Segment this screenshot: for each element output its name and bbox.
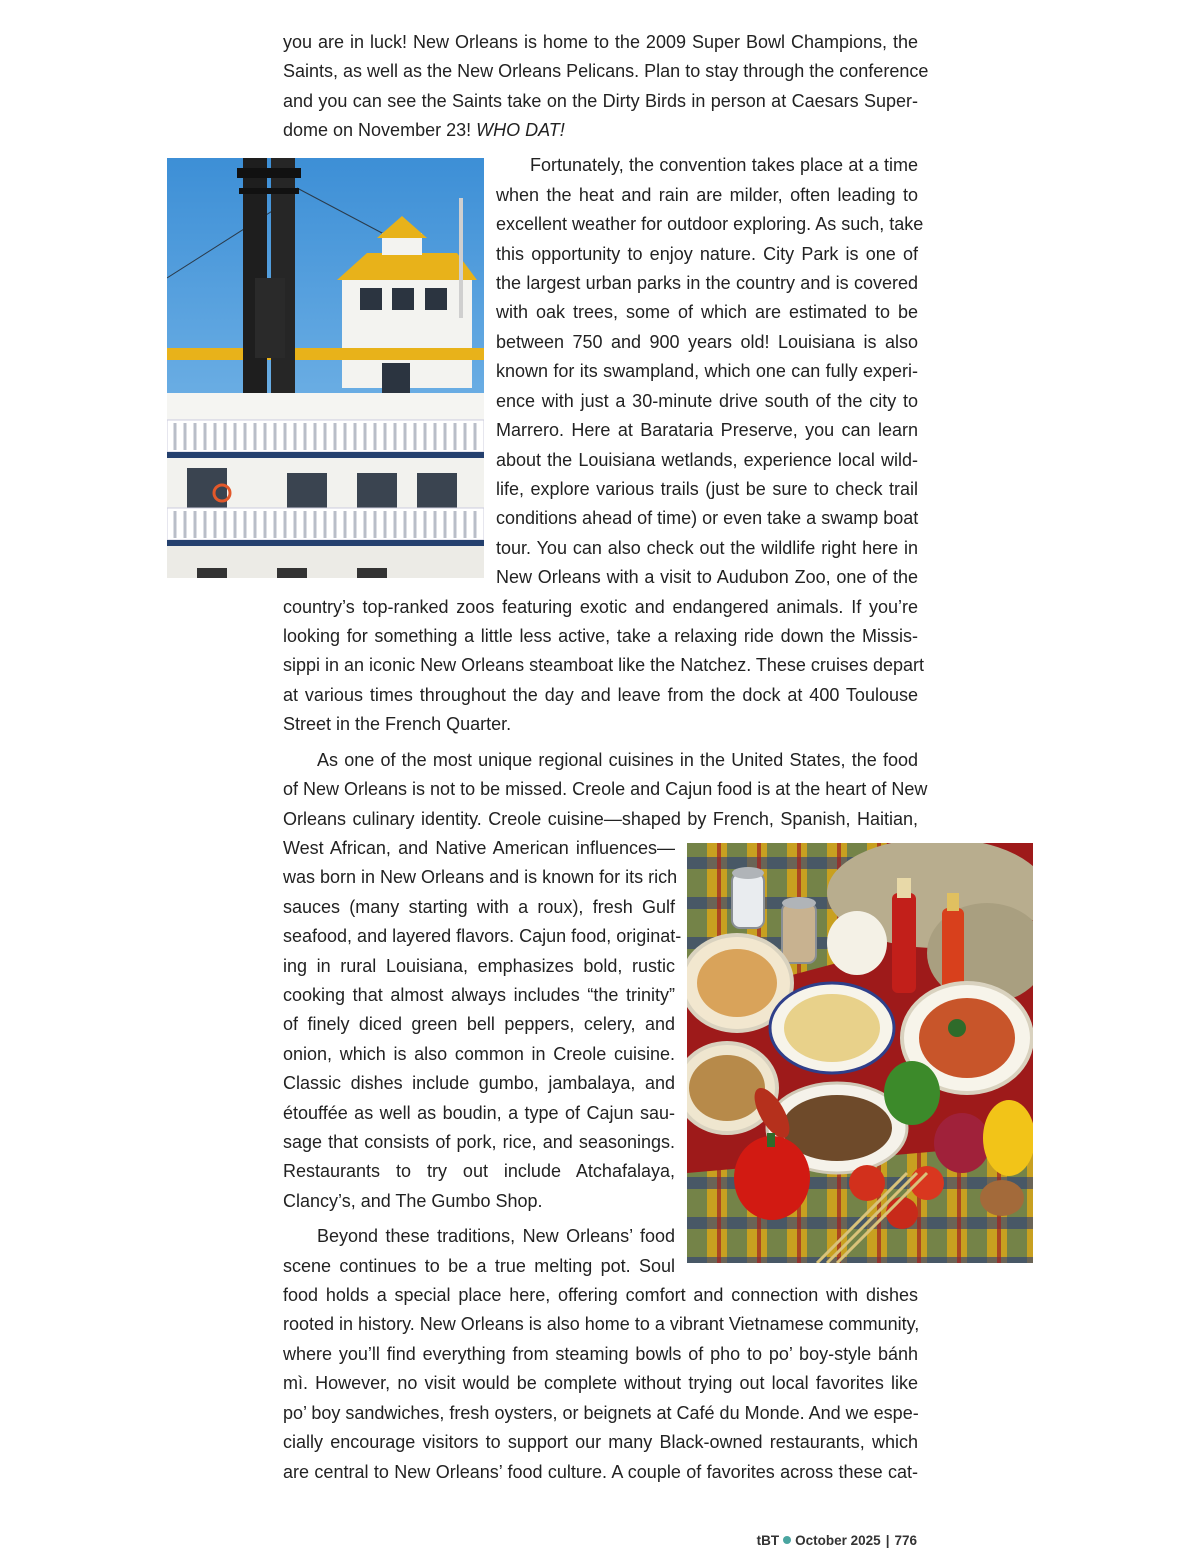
- text-line: Beyond these traditions, New Orleans’ food: [317, 1226, 675, 1246]
- text-line: As one of the most unique regional cuisines in the United States, the food: [317, 750, 918, 770]
- text-line: food holds a special place here, offering comfort and connection with dishes: [283, 1285, 918, 1305]
- text-line: ing in rural Louisiana, emphasizes bold, rustic: [283, 956, 675, 976]
- text-line: was born in New Orleans and is known for its rich: [283, 867, 678, 887]
- text-span: dome on November 23!: [283, 120, 477, 140]
- text-line: conditions ahead of time) or even take a swamp boat: [496, 508, 919, 528]
- text-line: you are in luck! New Orleans is home to the 2009 Super Bowl Champions, the: [283, 32, 918, 52]
- text-line: the largest urban parks in the country and is covered: [496, 273, 918, 293]
- text-line: scene continues to be a true melting pot. Soul: [283, 1256, 675, 1276]
- text-line: of finely diced green bell peppers, celery, and: [283, 1014, 675, 1034]
- text-line: seafood, and layered flavors. Cajun food, originat-: [283, 926, 682, 946]
- issue-date: October 2025: [795, 1532, 881, 1548]
- text-line: sage that consists of pork, rice, and seasonings.: [283, 1132, 675, 1152]
- text-line: po’ boy sandwiches, fresh oysters, or beignets at Café du Monde. And we espe-: [283, 1403, 919, 1423]
- creole-food-photo: [687, 843, 1033, 1263]
- footer-separator: |: [885, 1532, 890, 1548]
- text-line: Orleans culinary identity. Creole cuisine—shaped by French, Spanish, Haitian,: [283, 809, 918, 829]
- text-line: of New Orleans is not to be missed. Creole and Cajun food is at the heart of New: [283, 779, 928, 799]
- text-line: at various times throughout the day and leave from the dock at 400 Toulouse: [283, 685, 918, 705]
- text-line: Classic dishes include gumbo, jambalaya, and: [283, 1073, 675, 1093]
- text-line: are central to New Orleans’ food culture. A couple of favorites across these cat-: [283, 1462, 918, 1482]
- text-line: West African, and Native American influences—: [283, 838, 675, 858]
- text-line: country’s top-ranked zoos featuring exotic and endangered animals. If you’re: [283, 597, 918, 617]
- steamboat-illustration: [167, 158, 484, 578]
- text-line: life, explore various trails (just be sure to check trail: [496, 479, 918, 499]
- text-line: excellent weather for outdoor exploring. As such, take: [496, 214, 924, 234]
- text-line: this opportunity to enjoy nature. City Park is one of: [496, 244, 918, 264]
- page-footer: [757, 1531, 917, 1549]
- text-line: Fortunately, the convention takes place at a time: [530, 155, 918, 175]
- food-illustration: [687, 843, 1033, 1263]
- page-number: 776: [894, 1532, 917, 1548]
- text-line: mì. However, no visit would be complete without trying out local favorites like: [283, 1373, 918, 1393]
- text-line: where you’ll find everything from steaming bowls of pho to po’ boy-style bánh: [283, 1344, 918, 1364]
- text-line: known for its swampland, which one can fully experi-: [496, 361, 918, 381]
- text-line: about the Louisiana wetlands, experience local wild-: [496, 450, 918, 470]
- text-line: Saints, as well as the New Orleans Pelicans. Plan to stay through the conference: [283, 61, 929, 81]
- text-line: when the heat and rain are milder, often leading to: [496, 185, 918, 205]
- text-line: onion, which is also common in Creole cuisine.: [283, 1044, 675, 1064]
- text-line: cially encourage visitors to support our many Black-owned restaurants, which: [283, 1432, 918, 1452]
- text-line: [283, 116, 918, 145]
- text-line: rooted in history. New Orleans is also home to a vibrant Vietnamese community,: [283, 1314, 920, 1334]
- text-line: ence with just a 30-minute drive south of the city to: [496, 391, 918, 411]
- text-line: Marrero. Here at Barataria Preserve, you can learn: [496, 420, 918, 440]
- text-line: Clancy’s, and The Gumbo Shop.: [283, 1191, 543, 1211]
- text-line: New Orleans with a visit to Audubon Zoo, one of the: [496, 567, 918, 587]
- text-line: Restaurants to try out include Atchafalaya,: [283, 1161, 675, 1181]
- text-line: between 750 and 900 years old! Louisiana is also: [496, 332, 918, 352]
- text-line: étouffée as well as boudin, a type of Cajun sau-: [283, 1103, 675, 1123]
- who-dat-italic: WHO DAT!: [476, 120, 565, 140]
- text-line: tour. You can also check out the wildlife right here in: [496, 538, 918, 558]
- text-line: sippi in an iconic New Orleans steamboat like the Natchez. These cruises depart: [283, 655, 924, 675]
- text-line: with oak trees, some of which are estimated to be: [496, 302, 918, 322]
- text-line: and you can see the Saints take on the Dirty Birds in person at Caesars Super-: [283, 91, 918, 111]
- steamboat-photo: [167, 158, 484, 578]
- bullet-dot-icon: [783, 1536, 791, 1544]
- text-line: Street in the French Quarter.: [283, 714, 512, 734]
- journal-name: tBT: [756, 1532, 780, 1548]
- text-line: looking for something a little less active, take a relaxing ride down the Missis-: [283, 626, 918, 646]
- text-line: cooking that almost always includes “the trinity”: [283, 985, 675, 1005]
- text-line: sauces (many starting with a roux), fresh Gulf: [283, 897, 675, 917]
